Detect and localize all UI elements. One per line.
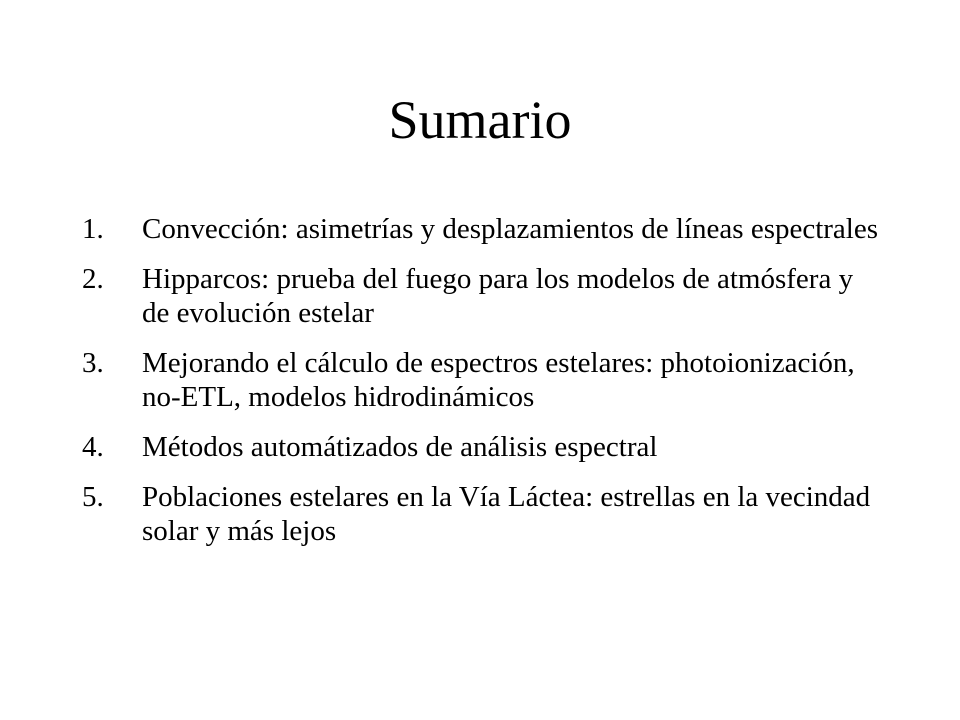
list-item xyxy=(82,430,882,464)
list-item-text: Mejorando el cálculo de espectros estelares: photoionización, no-ETL, modelos hidrodinámicos xyxy=(142,347,855,413)
list-item-text: Métodos automátizados de análisis espectral xyxy=(142,431,658,463)
list-item-text: Poblaciones estelares en la Vía Láctea: estrellas en la vecindad solar y más lejos xyxy=(142,481,871,547)
list-item xyxy=(82,262,882,330)
list-item xyxy=(82,212,882,246)
list-item-number: 1. xyxy=(82,213,104,245)
list-item-number: 2. xyxy=(82,263,104,295)
list-item-text: Hipparcos: prueba del fuego para los modelos de atmósfera y de evolución estelar xyxy=(142,263,854,329)
slide-title: Sumario xyxy=(388,90,572,150)
summary-list xyxy=(82,212,882,564)
list-item-number: 5. xyxy=(82,481,104,513)
list-item xyxy=(82,346,882,414)
list-item-text: Convección: asimetrías y desplazamientos de líneas espectrales xyxy=(142,213,879,245)
list-item-number: 3. xyxy=(82,347,104,379)
list-item-number: 4. xyxy=(82,431,104,463)
list-item xyxy=(82,480,882,548)
